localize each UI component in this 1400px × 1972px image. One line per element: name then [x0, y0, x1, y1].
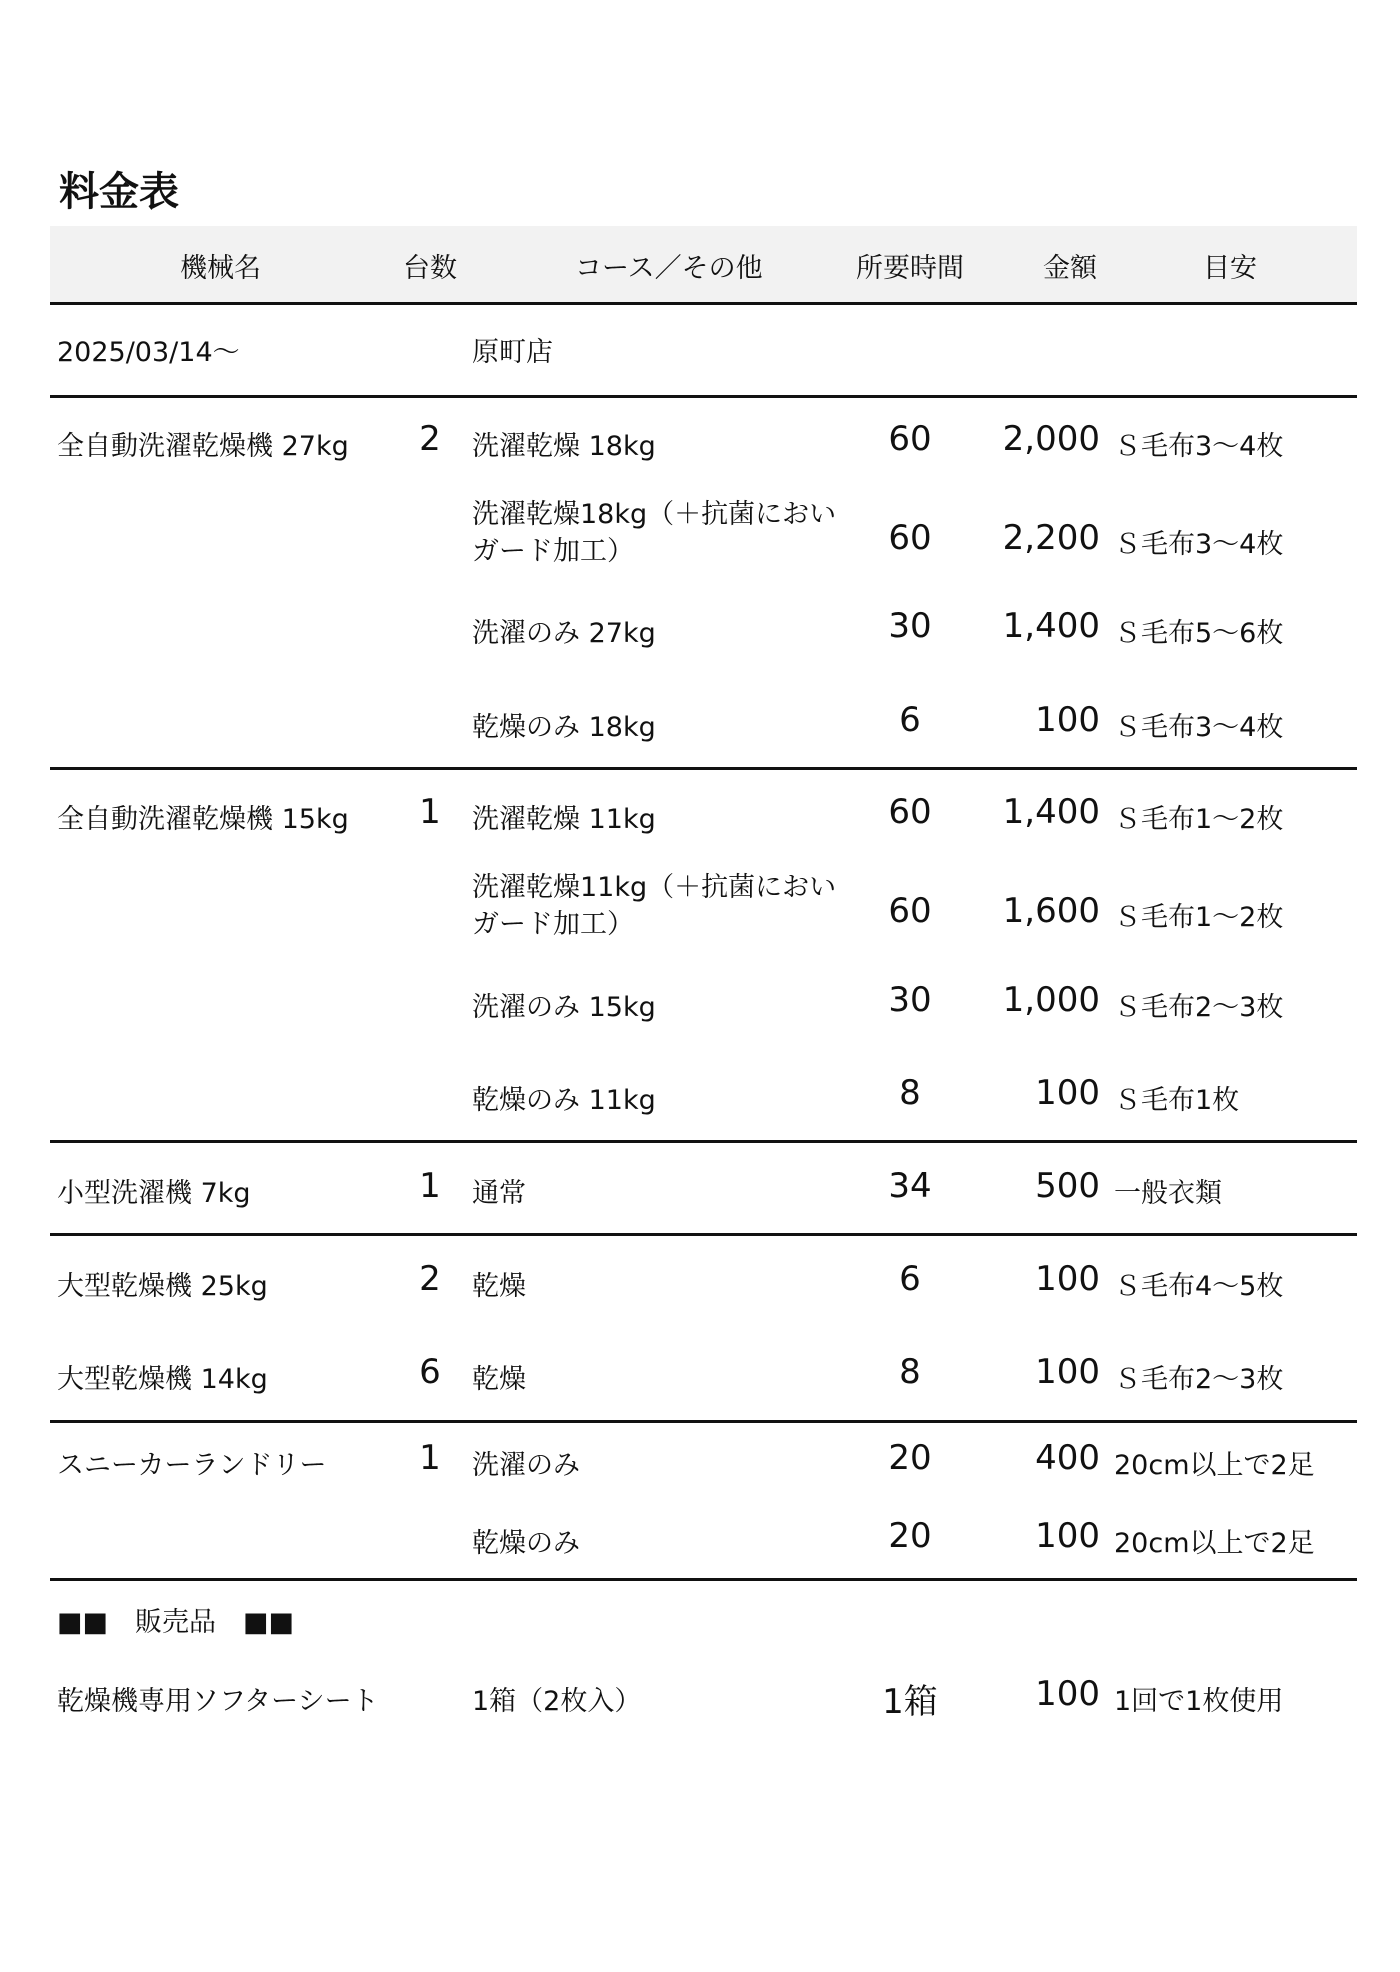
divider	[50, 1140, 1357, 1143]
machine-name: 全自動洗濯乾燥機 27kg	[57, 431, 349, 462]
course-line-2: ガード加工）	[472, 536, 634, 567]
machine-units: 1	[419, 792, 441, 832]
time: 6	[899, 1259, 921, 1299]
table-header	[50, 226, 1357, 305]
guide: Ｓ毛布1～2枚	[1114, 804, 1284, 835]
course: 洗濯乾燥 11kg	[472, 804, 656, 835]
machine-name: 小型洗濯機 7kg	[57, 1178, 251, 1209]
divider	[50, 395, 1357, 398]
price: 500	[1035, 1166, 1100, 1206]
machine-name: 大型乾燥機 14kg	[57, 1364, 268, 1395]
course: 乾燥のみ 18kg	[472, 712, 656, 743]
guide: Ｓ毛布2～3枚	[1114, 992, 1284, 1023]
divider	[50, 1233, 1357, 1236]
course: 乾燥	[472, 1271, 526, 1302]
price: 100	[1035, 1259, 1100, 1299]
guide: Ｓ毛布1～2枚	[1114, 902, 1284, 933]
guide: 一般衣類	[1114, 1178, 1222, 1209]
machine-units: 2	[419, 1259, 441, 1299]
time: 8	[899, 1073, 921, 1113]
guide: 20cm以上で2足	[1114, 1528, 1315, 1559]
price: 100	[1035, 1674, 1100, 1714]
guide: Ｓ毛布4～5枚	[1114, 1271, 1284, 1302]
time: 20	[888, 1516, 932, 1556]
guide: Ｓ毛布3～4枚	[1114, 712, 1284, 743]
header-course: コース／その他	[575, 253, 763, 284]
price: 100	[1035, 700, 1100, 740]
price: 1,000	[1002, 980, 1100, 1020]
header-units: 台数	[403, 253, 457, 284]
sales-heading: ■■ 販売品 ■■	[57, 1607, 295, 1638]
divider	[50, 1420, 1357, 1423]
course: 洗濯乾燥 18kg	[472, 431, 656, 462]
course: 通常	[472, 1178, 526, 1209]
price: 1,400	[1002, 606, 1100, 646]
header-guide: 目安	[1203, 253, 1257, 284]
guide: Ｓ毛布5～6枚	[1114, 618, 1284, 649]
course: 洗濯のみ	[472, 1450, 580, 1481]
machine-units: 1	[419, 1166, 441, 1206]
time: 60	[888, 891, 932, 931]
time: 34	[888, 1166, 932, 1206]
guide: Ｓ毛布2～3枚	[1114, 1364, 1284, 1395]
guide: Ｓ毛布3～4枚	[1114, 529, 1284, 560]
machine-name: 全自動洗濯乾燥機 15kg	[57, 804, 349, 835]
machine-units: 6	[419, 1352, 441, 1392]
time: 30	[888, 606, 932, 646]
time: 60	[888, 419, 932, 459]
course: 1箱（2枚入）	[472, 1686, 642, 1717]
machine-units: 1	[419, 1438, 441, 1478]
effective-date: 2025/03/14～	[57, 337, 240, 368]
course-line-1: 洗濯乾燥11kg（＋抗菌におい	[472, 872, 837, 903]
divider	[50, 767, 1357, 770]
price: 2,200	[1002, 518, 1100, 558]
price: 100	[1035, 1352, 1100, 1392]
course: 洗濯のみ 27kg	[472, 618, 656, 649]
machine-units: 2	[419, 419, 441, 459]
guide: Ｓ毛布3～4枚	[1114, 431, 1284, 462]
time: 1箱	[882, 1682, 938, 1722]
course-line-2: ガード加工）	[472, 909, 634, 940]
price: 1,400	[1002, 792, 1100, 832]
course: 乾燥	[472, 1364, 526, 1395]
header-price: 金額	[1043, 253, 1097, 284]
time: 60	[888, 792, 932, 832]
price: 2,000	[1002, 419, 1100, 459]
time: 30	[888, 980, 932, 1020]
guide: 1回で1枚使用	[1114, 1686, 1284, 1717]
store-name: 原町店	[472, 337, 553, 368]
course-line-1: 洗濯乾燥18kg（＋抗菌におい	[472, 499, 837, 530]
price: 100	[1035, 1073, 1100, 1113]
guide: Ｓ毛布1枚	[1114, 1085, 1240, 1116]
machine-name: スニーカーランドリー	[57, 1450, 327, 1481]
price: 100	[1035, 1516, 1100, 1556]
header-machine-name: 機械名	[180, 253, 261, 284]
course: 乾燥のみ 11kg	[472, 1085, 656, 1116]
course: 乾燥のみ	[472, 1528, 580, 1559]
header-time: 所要時間	[856, 253, 964, 284]
machine-name: 大型乾燥機 25kg	[57, 1271, 268, 1302]
price: 400	[1035, 1438, 1100, 1478]
product-name: 乾燥機専用ソフターシート	[57, 1686, 379, 1717]
price: 1,600	[1002, 891, 1100, 931]
time: 60	[888, 518, 932, 558]
guide: 20cm以上で2足	[1114, 1450, 1315, 1481]
divider	[50, 1578, 1357, 1581]
time: 8	[899, 1352, 921, 1392]
time: 20	[888, 1438, 932, 1478]
course: 洗濯のみ 15kg	[472, 992, 656, 1023]
time: 6	[899, 700, 921, 740]
page-title: 料金表	[59, 169, 179, 215]
